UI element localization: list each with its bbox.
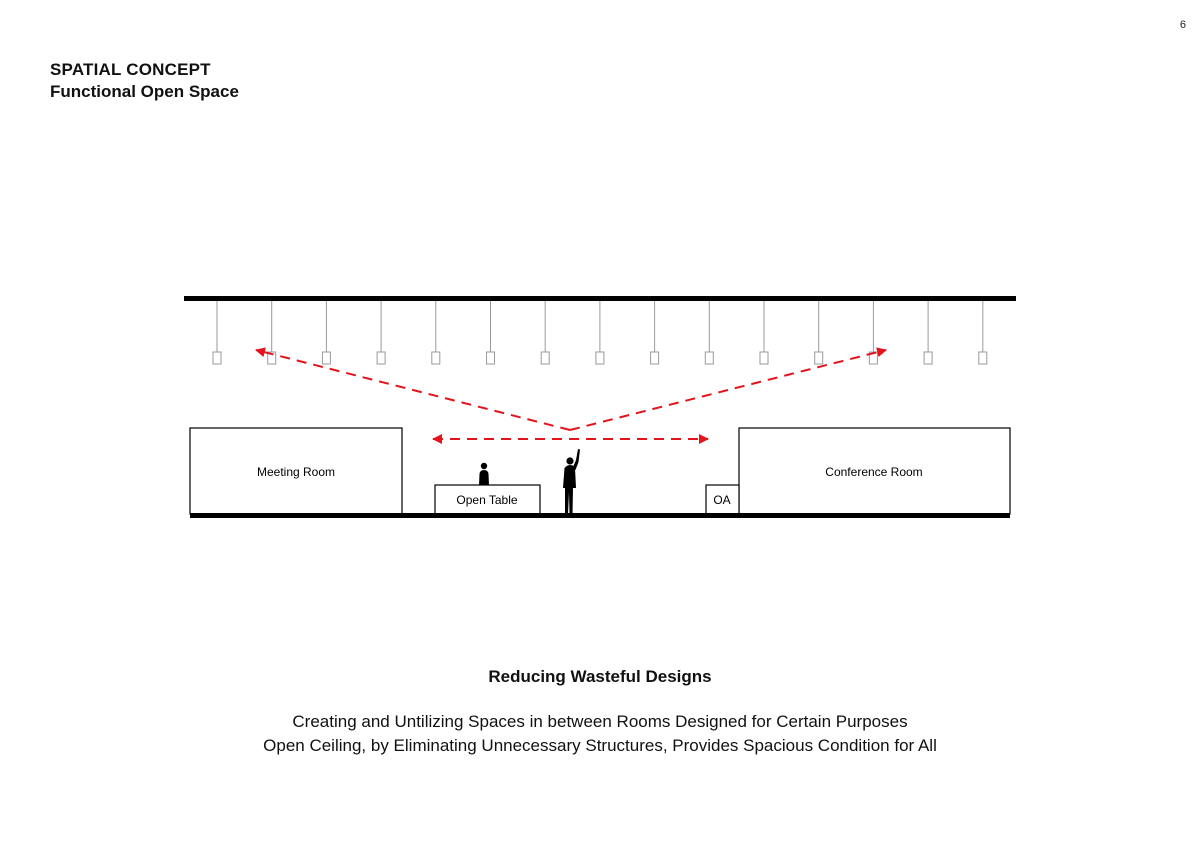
pendant-light (377, 301, 385, 364)
spatial-flow-arrows (256, 350, 886, 439)
meeting-room-label: Meeting Room (256, 465, 336, 479)
arrow-right-upper (570, 350, 886, 430)
page-title: SPATIAL CONCEPT (50, 60, 211, 79)
pendant-light (596, 301, 604, 364)
caption-heading: Reducing Wasteful Designs (488, 667, 712, 686)
page-subtitle: Functional Open Space (50, 82, 239, 101)
ceiling-slab (184, 296, 1016, 301)
caption-line-2: Open Ceiling, by Eliminating Unnecessary Structures, Provides Spacious Condition for All (263, 736, 937, 755)
pendant-light (213, 301, 221, 364)
floor-slab (190, 513, 1010, 518)
pendant-light (651, 301, 659, 364)
pendant-light (432, 301, 440, 364)
open-table-label: Open Table (456, 493, 518, 507)
caption-line-1: Creating and Untilizing Spaces in between Rooms Designed for Certain Purposes (292, 712, 908, 731)
pendant-light (815, 301, 823, 364)
pendant-light (541, 301, 549, 364)
pendant-light (705, 301, 713, 364)
pendant-light (979, 301, 987, 364)
pendant-light (322, 301, 330, 364)
pendant-light (760, 301, 768, 364)
seated-person-icon (479, 463, 489, 485)
conference-room-label: Conference Room (825, 465, 923, 479)
pendant-light (924, 301, 932, 364)
oa-label: OA (713, 493, 731, 507)
pendant-light (487, 301, 495, 364)
standing-person-icon (563, 449, 580, 514)
arrow-left-upper (256, 350, 570, 430)
page-number: 6 (1179, 19, 1186, 31)
